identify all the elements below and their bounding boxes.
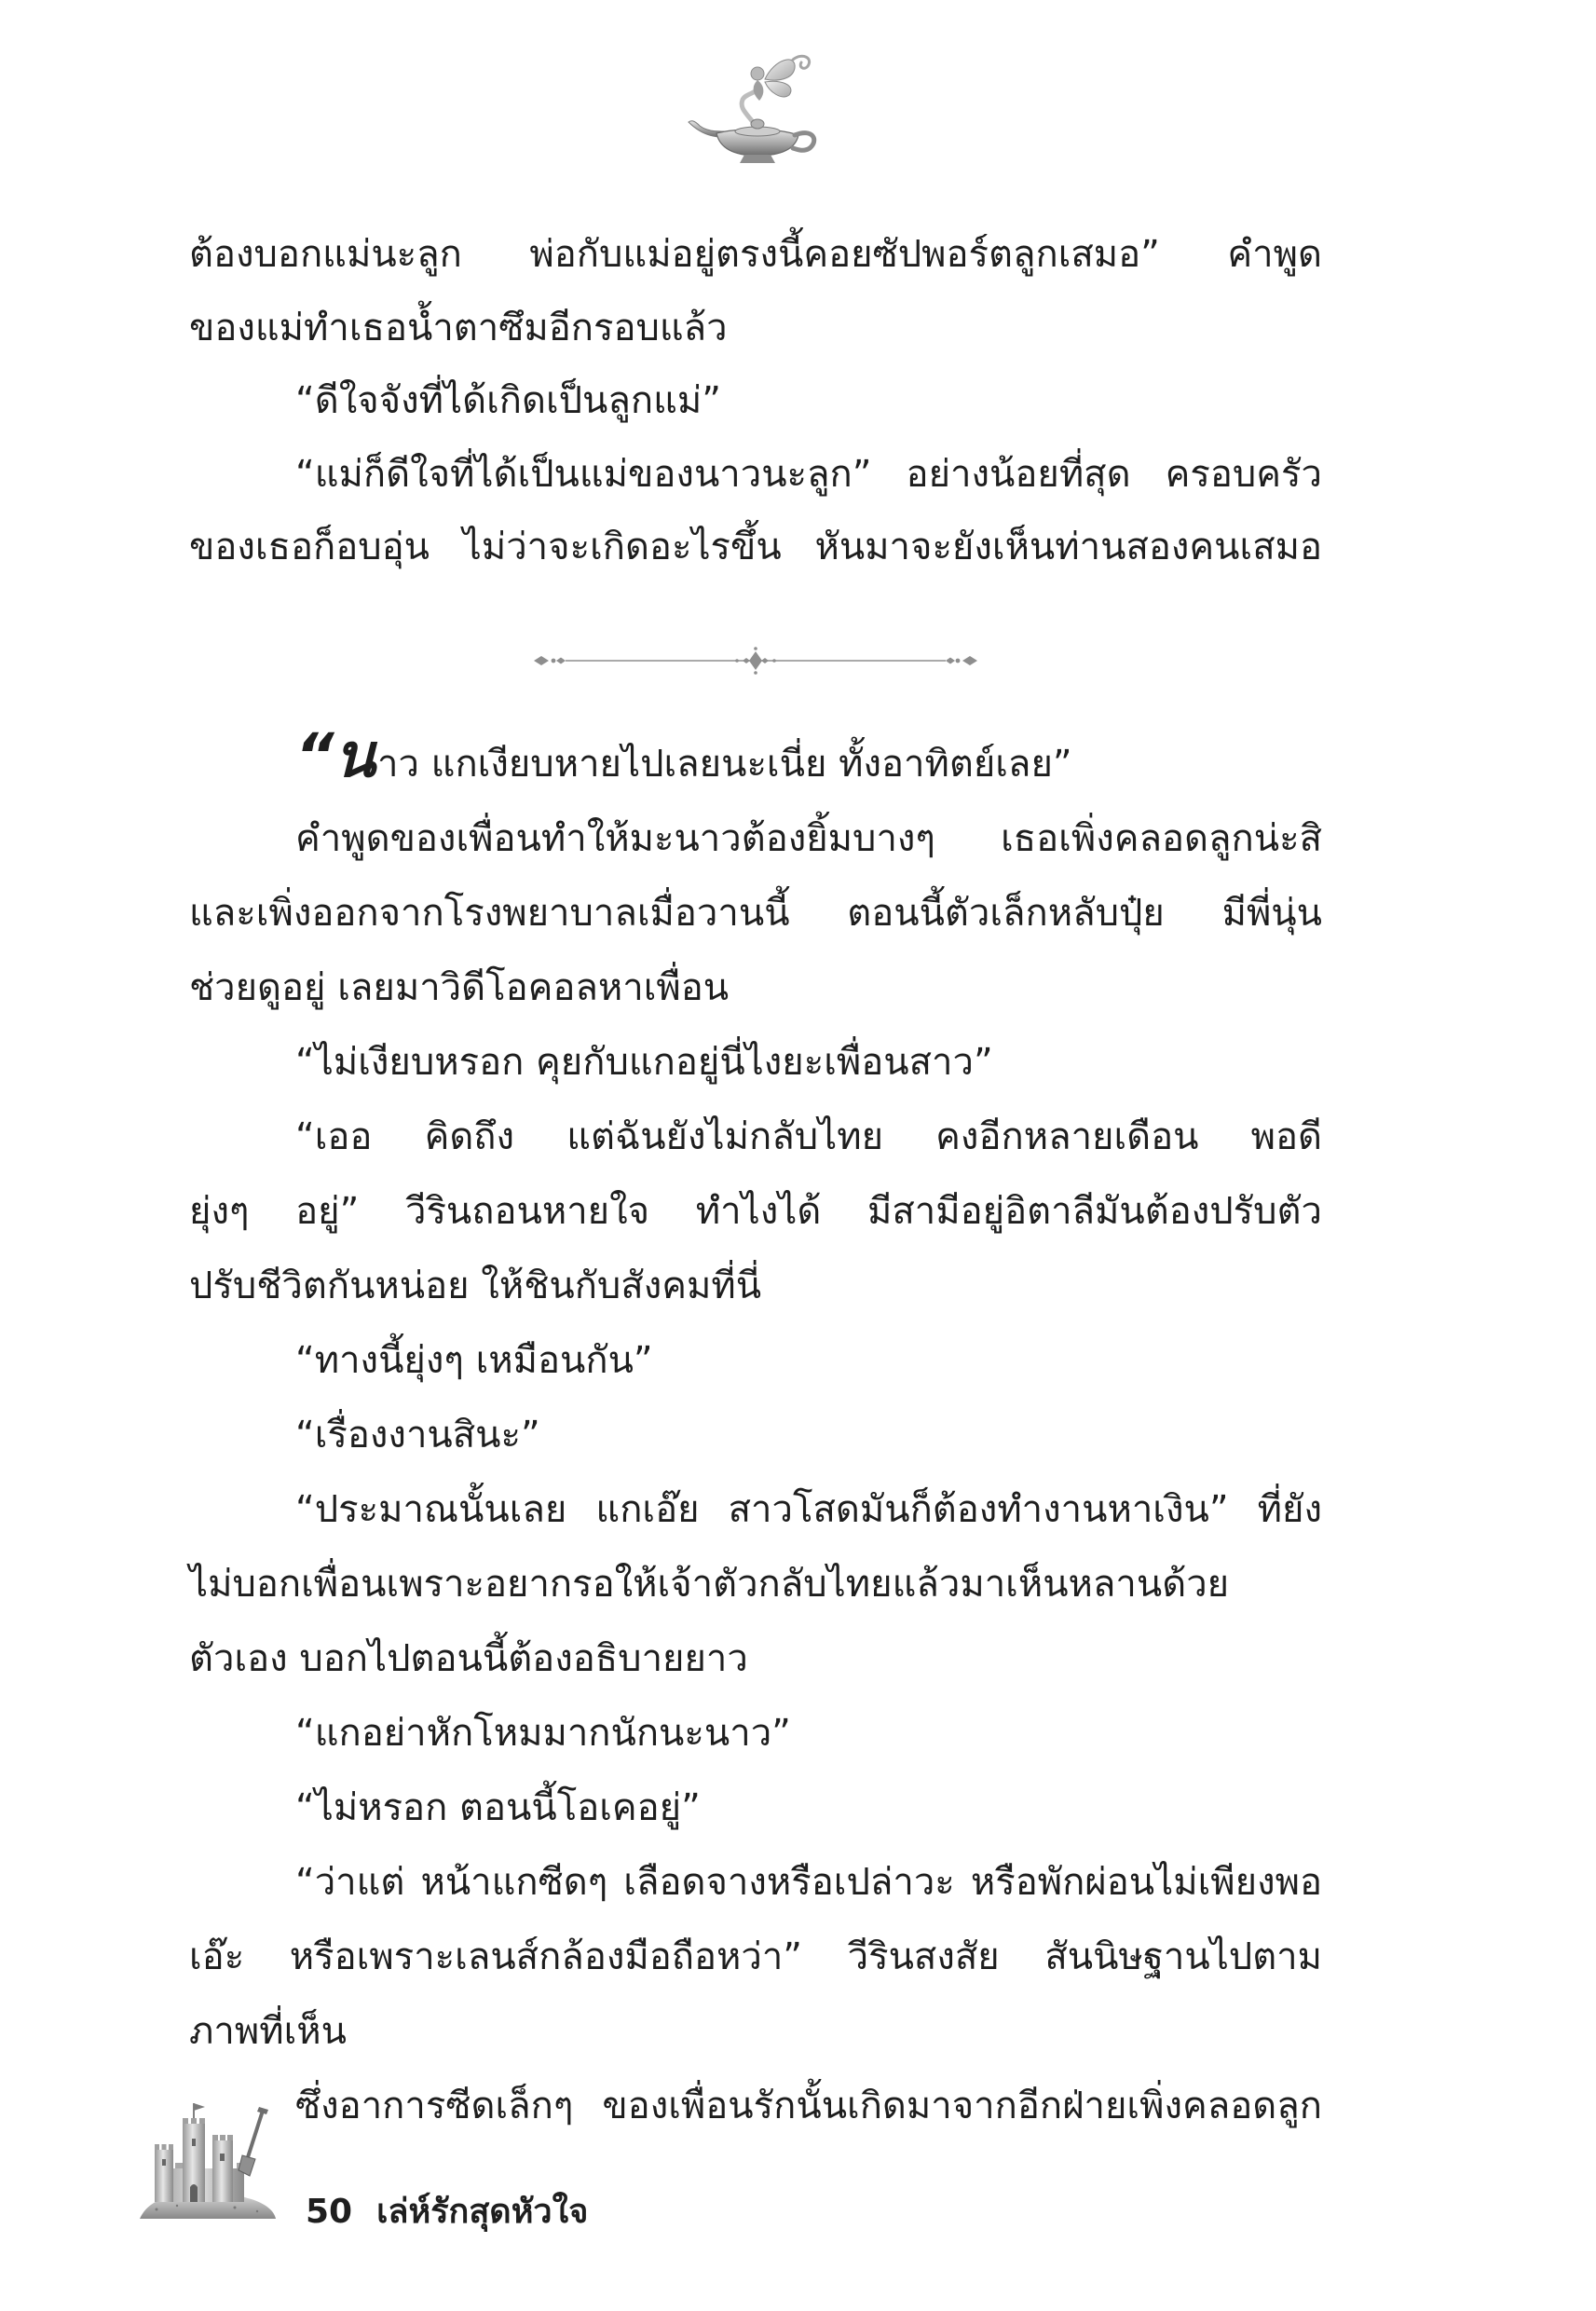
text-line: ยุ่งๆ อยู่” วีรินถอนหายใจ ทำไงได้ มีสามีอยู่อิตาลีมันต้องปรับตัว [189,1190,1322,1233]
text-line: “เรื่องงานสินะ” [295,1414,540,1456]
book-title: เล่ห์รักสุดหัวใจ [376,2193,589,2231]
text-line: ช่วยดูอยู่ เลยมาวิดีโอคอลหาเพื่อน [189,966,730,1009]
text-line: และเพิ่งออกจากโรงพยาบาลเมื่อวานนี้ ตอนนี้ตัวเล็กหลับปุ๋ย มีพี่นุ่น [189,892,1322,935]
sandcastle-svg [138,2101,278,2222]
text-line: เอ๊ะ หรือเพราะเลนส์กล้องมือถือหว่า” วีรินสงสัย สันนิษฐานไปตาม [189,1935,1322,1978]
drop-cap: “น [295,721,376,791]
text-line: ตัวเอง บอกไปตอนนี้ต้องอธิบายยาว [189,1637,748,1680]
text-line: “ทางนี้ยุ่งๆ เหมือนกัน” [295,1339,653,1382]
castle-flag [194,2103,205,2118]
text-line: ต้องบอกแม่นะลูก พ่อกับแม่อยู่ตรงนี้คอยซัปพอร์ตลูกเสมอ” คำพูด [189,233,1322,276]
sandcastle-icon [138,2101,278,2222]
text-block-section-2 [189,721,1322,2143]
text-line: “ไม่เงียบหรอก คุยกับแกอยู่นี่ไงยะเพื่อนสาว” [295,1041,993,1084]
text-line: “เออ คิดถึง แต่ฉันยังไม่กลับไทย คงอีกหลายเดือน พอดี [295,1115,1322,1158]
text-line: “ดีใจจังที่ได้เกิดเป็นลูกแม่” [295,379,721,422]
text-line: ไม่บอกเพื่อนเพราะอยากรอให้เจ้าตัวกลับไทยแล้วมาเห็นหลานด้วย [189,1563,1230,1606]
text-line: ของแม่ทำเธอน้ำตาซึมอีกรอบแล้ว [189,306,728,349]
text-line: ของเธอก็อบอุ่น ไม่ว่าจะเกิดอะไรขึ้น หันมาจะยังเห็นท่านสองคนเสมอ [189,526,1322,568]
text-line: ปรับชีวิตกันหน่อย ให้ชินกับสังคมที่นี่ [189,1265,762,1307]
page-number: 50 [306,2193,353,2231]
first-line-text: าว แกเงียบหายไปเลยนะเนี่ย ทั้งอาทิตย์เลย” [377,743,1072,786]
divider-svg [532,647,979,675]
genie-lamp-icon [683,51,823,168]
text-line-first [189,721,1322,801]
text-line: “ว่าแต่ หน้าแกซีดๆ เลือดจางหรือเปล่าวะ หรือพักผ่อนไม่เพียงพอ [295,1861,1322,1904]
text-line: คำพูดของเพื่อนทำให้มะนาวต้องยิ้มบางๆ เธอเพิ่งคลอดลูกน่ะสิ [295,817,1322,860]
lamp-body [689,119,814,163]
text-line: ซึ่งอาการซีดเล็กๆ ของเพื่อนรักนั้นเกิดมาจากอีกฝ่ายเพิ่งคลอดลูก [295,2085,1322,2127]
genie-lamp-svg [683,51,823,168]
text-line: “ไม่หรอก ตอนนี้โอเคอยู่” [295,1786,701,1829]
fairy-figure [751,56,810,101]
page-footer [306,2189,588,2236]
text-line: ภาพที่เห็น [189,2010,347,2053]
text-line: “ประมาณนั้นเลย แกเอ๊ย สาวโสดมันก็ต้องทำงานหาเงิน” ที่ยัง [295,1488,1322,1531]
shovel [239,2107,268,2176]
divider-shapes [534,647,977,675]
ornamental-divider-icon [532,647,979,675]
castle-towers [155,2118,244,2202]
text-line: “แกอย่าหักโหมมากนักนะนาว” [295,1712,791,1755]
text-block-section-1 [189,218,1322,584]
text-line: “แม่ก็ดีใจที่ได้เป็นแม่ของนาวนะลูก” อย่างน้อยที่สุด ครอบครัว [295,452,1322,496]
